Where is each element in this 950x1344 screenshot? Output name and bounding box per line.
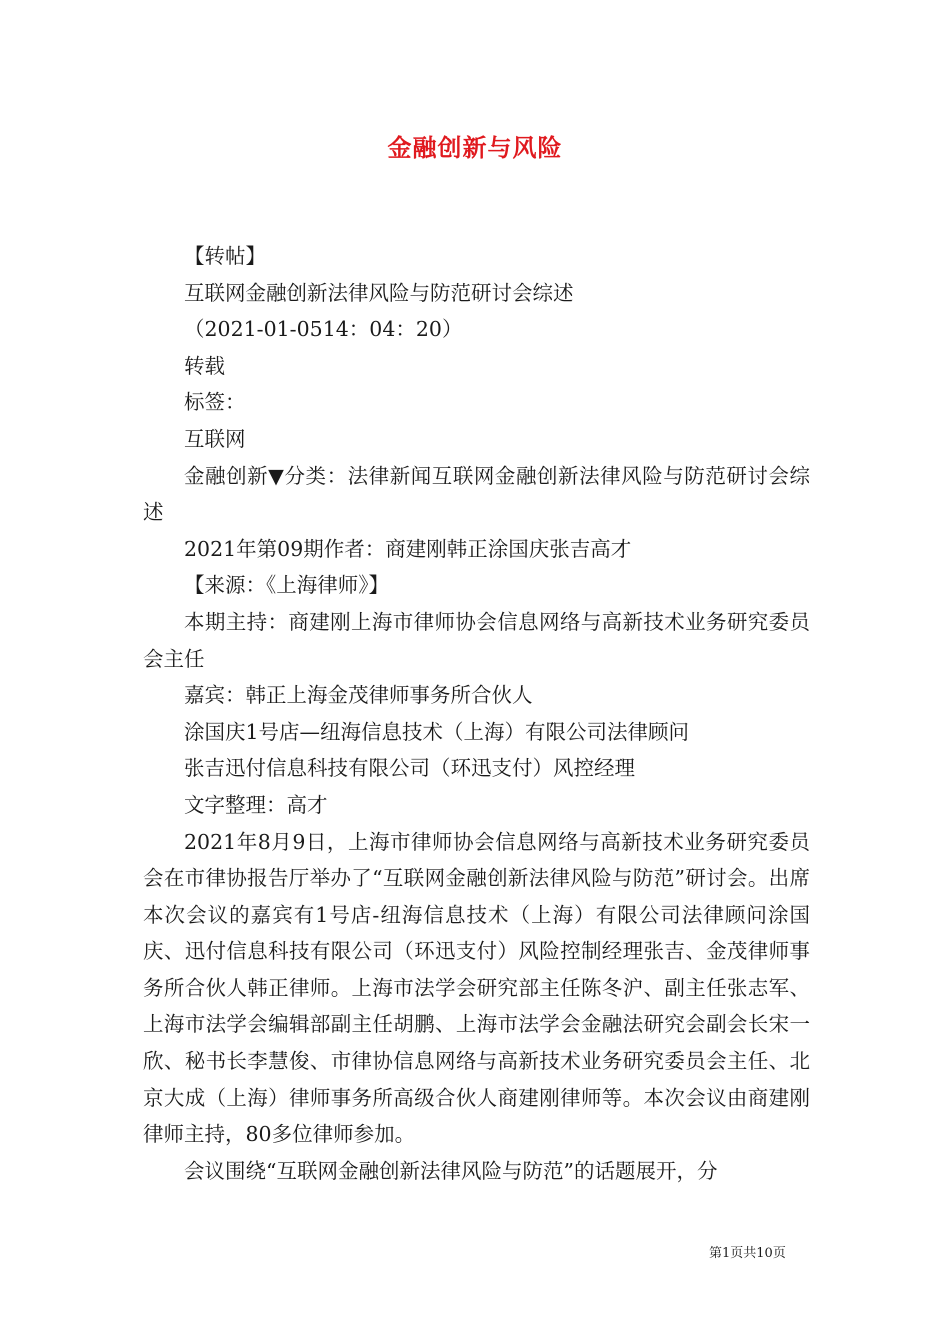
paragraph: 涂国庆1号店—纽海信息技术（上海）有限公司法律顾问 <box>184 719 690 744</box>
paragraph: 转载 <box>184 353 225 378</box>
document-title: 金融创新与风险 <box>387 133 563 162</box>
paragraph: 会议围绕“互联网金融创新法律风险与防范”的话题展开，分 <box>184 1158 718 1183</box>
paragraph: 张吉迅付信息科技有限公司（环迅支付）风控经理 <box>184 756 635 781</box>
paragraph: 金融创新▼分类：法律新闻互联网金融创新法律风险与防范研讨会综述 <box>143 463 810 525</box>
paragraph: 文字整理：高才 <box>184 792 328 817</box>
paragraph: 【来源：《上海律师》】 <box>184 573 389 598</box>
paragraph: 互联网 <box>184 426 246 451</box>
paragraph: 标签： <box>184 390 246 415</box>
paragraph: 本期主持：商建刚上海市律师协会信息网络与高新技术业务研究委员会主任 <box>143 609 810 671</box>
page-number: 第1页共10页 <box>709 1246 786 1261</box>
document-body <box>143 238 810 1189</box>
paragraph: （2021-01-0514：04：20） <box>184 317 463 342</box>
paragraph: 嘉宾：韩正上海金茂律师事务所合伙人 <box>184 683 533 708</box>
paragraph: 互联网金融创新法律风险与防范研讨会综述 <box>184 280 574 305</box>
paragraph: 2021年第09期作者：商建刚韩正涂国庆张吉高才 <box>184 536 632 561</box>
paragraph: 2021年8月9日，上海市律师协会信息网络与高新技术业务研究委员会在市律协报告厅举办了“互联网金融创新法律风险与防范”研讨会。出席本次会议的嘉宾有1号店-纽海信息技术（上海）有限公司法律顾问涂国庆、迅付信息科技有限公司（环迅支付）风险控制经理张吉、金茂律师事务所合伙人韩正律师。上海市法学会研究部主任陈冬沪、副主任张志军、上海市法学会编辑部副主任胡鹏、上海市法学会金融法研究会副会长宋一欣、秘书长李慧俊、市律协信息网络与高新技术业务研究委员会主任、北京大成（上海）律师事务所高级合伙人商建刚律师等。本次会议由商建刚律师主持，80多位律师参加。 <box>143 829 810 1147</box>
paragraph: 【转帖】 <box>184 244 266 268</box>
